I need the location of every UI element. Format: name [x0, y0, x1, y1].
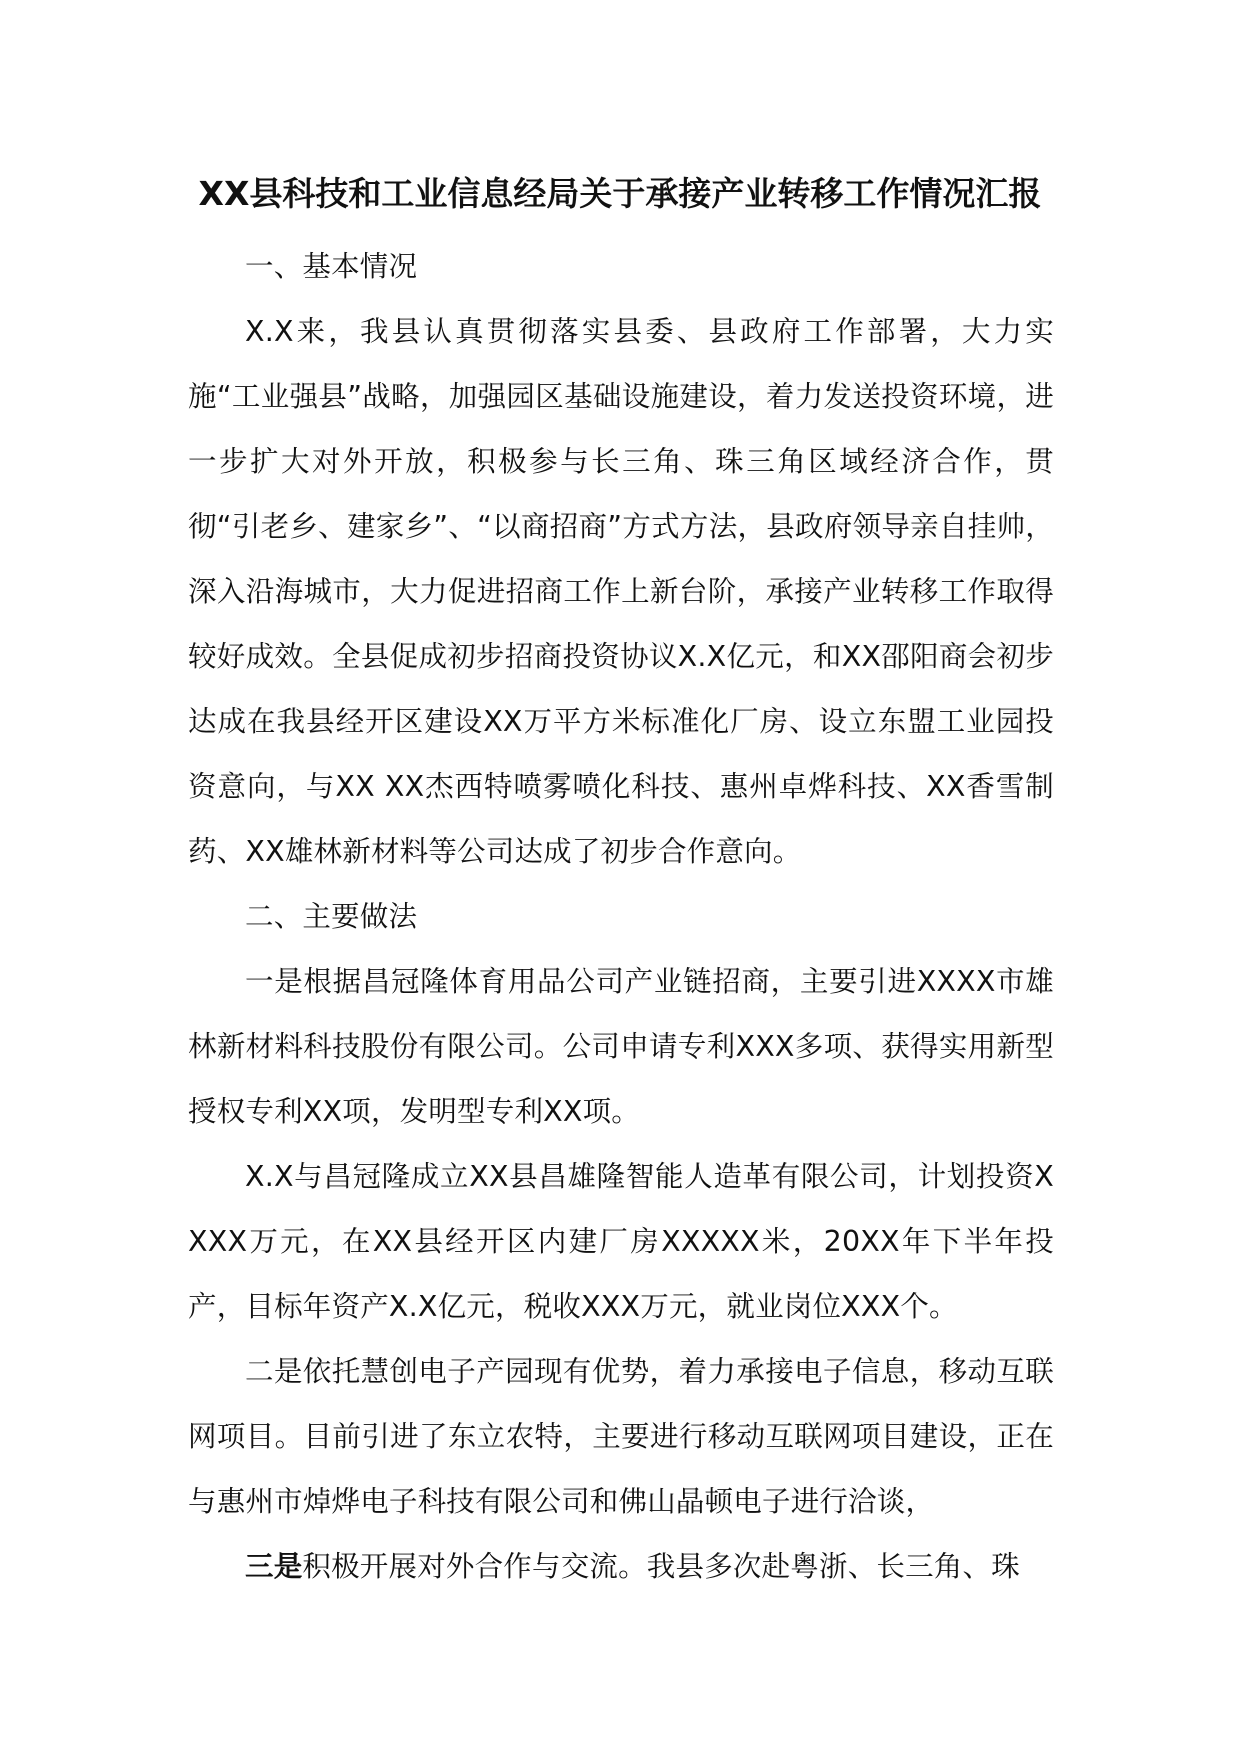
document-title: XX县科技和工业信息经局关于承接产业转移工作情况汇报 — [198, 174, 1042, 213]
paragraph-practice-one-detail: X.X与昌冠隆成立XX县昌雄隆智能人造革有限公司，计划投资XXXX万元，在XX县经开区内建厂房XXXXX米，20XX年下半年投产，目标年资产X.X亿元，税收XXX万元，就业岗位XXX个。 — [188, 1160, 1054, 1323]
paragraph-practice-two: 二是依托慧创电子产园现有优势，着力承接电子信息，移动互联网项目。目前引进了东立农特，主要进行移动互联网项目建设，正在与惠州市焯烨电子科技有限公司和佛山晶顿电子进行洽谈， — [188, 1355, 1054, 1518]
paragraph-basic-situation: X.X来，我县认真贯彻落实县委、县政府工作部署，大力实施“工业强县”战略，加强园区基础设施建设，着力发送投资环境，进一步扩大对外开放，积极参与长三角、珠三角区域经济合作，贯彻“引老乡、建家乡”、“以商招商”方式方法，县政府领导亲自挂帅，深入沿海城市，大力促进招商工作上新台阶，承接产业转移工作取得较好成效。全县促成初步招商投资协议X.X亿元，和XX邵阳商会初步达成在我县经开区建设XX万平方米标准化厂房、设立东盟工业园投资意向，与XX XX杰西特喷雾喷化科技、惠州卓烨科技、XX香雪制药、XX雄林新材料等公司达成了初步合作意向。 — [188, 315, 1054, 868]
paragraph-practice-three — [188, 1534, 1054, 1599]
document-body — [188, 234, 1054, 1599]
section-heading-basic-situation: 一、基本情况 — [245, 250, 418, 283]
practice-three-lead: 三是 — [245, 1550, 303, 1583]
paragraph-practice-one: 一是根据昌冠隆体育用品公司产业链招商，主要引进XXXX市雄林新材料科技股份有限公司。公司申请专利XXX多项、获得实用新型授权专利XX项，发明型专利XX项。 — [188, 965, 1054, 1128]
practice-three-text: 积极开展对外合作与交流。我县多次赴粤浙、长三角、珠 — [302, 1550, 1020, 1583]
section-heading-main-practices: 二、主要做法 — [245, 900, 418, 933]
